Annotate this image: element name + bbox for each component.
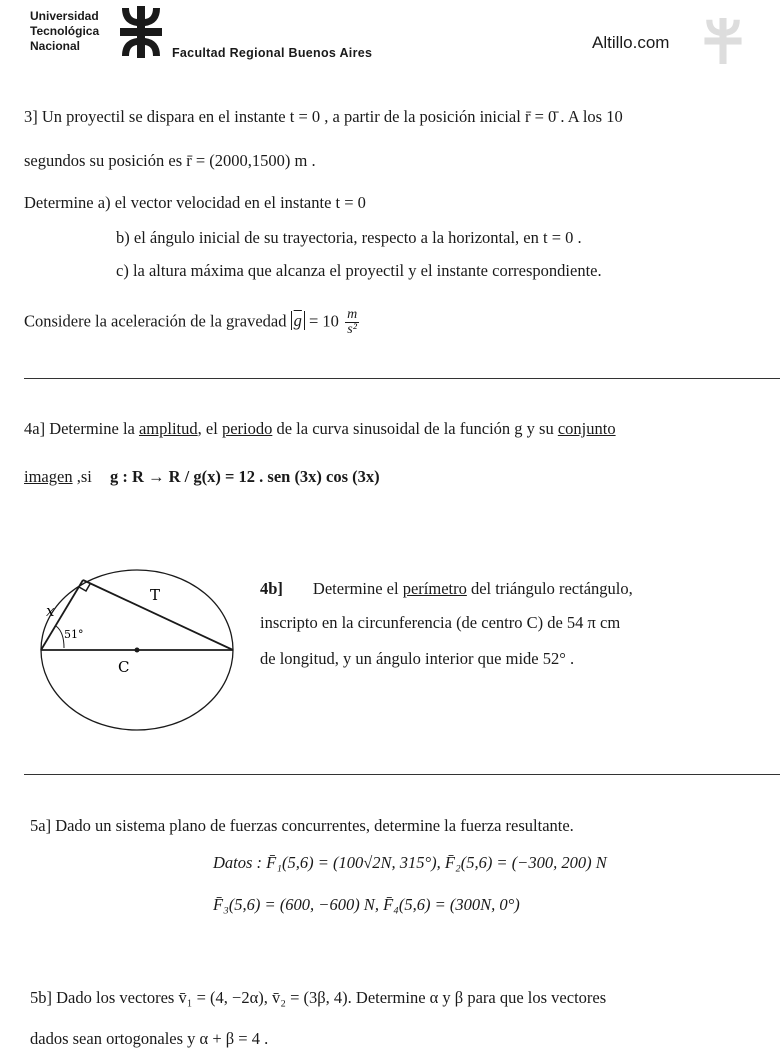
inscribed-triangle-diagram (38, 560, 238, 732)
q3-gravity (24, 308, 361, 337)
utn-logo-icon (118, 6, 164, 58)
q3-gravity-text: Considere la aceleración de la gravedad (24, 311, 287, 331)
fig-label-angle: 51° (64, 628, 84, 641)
university-line-1: Universidad (30, 9, 99, 23)
q3-part-b: b) el ángulo inicial de su trayectoria, respecto a la horizontal, en t = 0 . (116, 228, 582, 247)
q3-gravity-num: m (347, 307, 358, 322)
q4b-line-2: inscripto en la circunferencia (de centro C) de 54 π cm (260, 613, 621, 632)
q5a-data-1: Datos : F̄₁(5,6) = (100√2N, 315°), F̄₂(5,6) = (−300, 200) N (213, 853, 607, 872)
q3-part-c: c) la altura máxima que alcanza el proyectil y el instante correspondiente. (116, 261, 602, 280)
q4a-function: g : R → R / g(x) = 12 . sen (3x) cos (3x) (109, 467, 380, 486)
q5b-line-2: dados sean ortogonales y α + β = 4 . (30, 1029, 269, 1048)
q4a-mid-2: de la curva sinusoidal de la función g y su (272, 419, 558, 438)
q5a-line-1: 5a] Dado un sistema plano de fuerzas concurrentes, determine la fuerza resultante. (30, 816, 574, 835)
q4b-line-1-post: del triángulo rectángulo, (466, 579, 633, 598)
center-point (135, 648, 140, 653)
fig-label-t: T (150, 586, 161, 604)
q5a-data-2: F̄₃(5,6) = (600, −600) N, F̄₄(5,6) = (300N, 0°) (213, 895, 520, 914)
q4a-line-2 (24, 466, 380, 488)
q4a-mid-1: , el (197, 419, 222, 438)
q4a-periodo: periodo (221, 419, 273, 438)
q4b-line-3: de longitud, y un ángulo interior que mide 52° . (260, 649, 575, 668)
q4b-line-1-pre: Determine el (312, 579, 403, 598)
q3-line-2: segundos su posición es r̄ = (2000,1500) m . (24, 151, 316, 170)
q4a-amplitud: amplitud (138, 419, 198, 438)
divider-2 (24, 774, 780, 775)
university-line-3: Nacional (30, 39, 81, 53)
q3-line-1: 3] Un proyectil se dispara en el instante t = 0 , a partir de la posición inicial r̄ = 0̄ . A los 10 (24, 107, 623, 126)
divider-1 (24, 378, 780, 379)
q3-gravity-symbol: $\overline{g}$ (291, 311, 305, 330)
q4a-conjunto: conjunto (557, 419, 616, 438)
q3-gravity-den: s² (347, 322, 357, 337)
university-name (30, 9, 99, 54)
q4b-line-1 (260, 578, 633, 600)
watermark-logo-icon (700, 18, 746, 64)
q3-part-a: Determine a) el vector velocidad en el instante t = 0 (24, 193, 366, 212)
q4b-perimetro: perímetro (402, 579, 467, 598)
fig-label-center: C (118, 658, 130, 676)
q4a-imagen: imagen (24, 467, 73, 486)
q4a-line-1 (24, 418, 616, 440)
q3-gravity-fraction (345, 308, 359, 337)
q4a-prefix: 4a] Determine la (24, 419, 139, 438)
q4b-label: 4b] (260, 579, 283, 598)
angle-arc (56, 626, 64, 648)
q5b-line-1: 5b] Dado los vectores v̄₁ = (4, −2α), v̄₂ = (3β, 4). Determine α y β para que los vectores (30, 988, 607, 1007)
fig-label-x: x (46, 602, 55, 620)
university-line-2: Tecnológica (30, 24, 100, 38)
q4a-mid-3: ,si (72, 467, 92, 486)
faculty-name: Facultad Regional Buenos Aires (172, 46, 373, 60)
q3-gravity-eq: = 10 (309, 311, 339, 331)
site-name: Altillo.com (592, 33, 670, 52)
